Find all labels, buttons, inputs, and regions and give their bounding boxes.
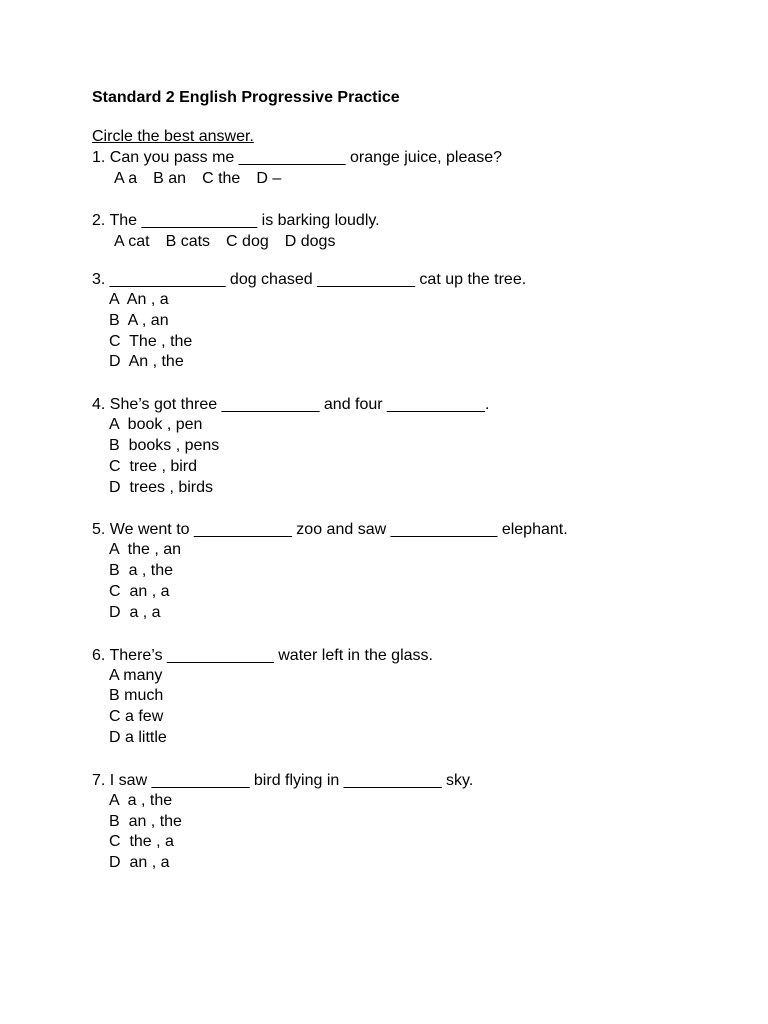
question-5 — [92, 519, 712, 623]
question-3 — [92, 269, 712, 373]
option-b: B an — [153, 170, 187, 187]
option-c: C a few — [109, 708, 164, 726]
question-4 — [92, 394, 712, 498]
option-b: B cats — [165, 233, 211, 250]
question-7 — [92, 770, 712, 874]
question-6 — [92, 645, 712, 749]
question-2 — [92, 210, 712, 252]
option-a: A book , pen — [109, 416, 203, 434]
option-a: A a , the — [109, 791, 173, 809]
option-d: D dogs — [284, 233, 336, 250]
question-1 — [92, 147, 712, 189]
option-b: B a , the — [109, 562, 174, 580]
option-c: C The , the — [109, 332, 193, 350]
question-text: 6. There’s ____________ water left in the glass. — [92, 646, 433, 664]
option-b: B books , pens — [109, 436, 220, 454]
options-row — [92, 168, 712, 189]
option-c: C an , a — [109, 582, 170, 600]
option-b: B A , an — [109, 311, 169, 329]
options-row — [92, 231, 712, 252]
question-text: 3. _____________ dog chased ___________ cat up the tree. — [92, 271, 527, 288]
worksheet-page — [92, 88, 712, 895]
question-text: 2. The _____________ is barking loudly. — [92, 212, 380, 229]
option-d: D trees , birds — [109, 478, 214, 496]
question-text: 7. I saw ___________ bird flying in ___________ sky. — [92, 771, 474, 789]
option-a: A cat — [114, 233, 150, 250]
option-a: A many — [109, 666, 163, 684]
option-b: B much — [109, 687, 164, 705]
option-d: D an , a — [109, 854, 170, 872]
option-d: D An , the — [109, 353, 184, 371]
page-title: Standard 2 English Progressive Practice — [92, 89, 400, 106]
option-c: C the — [202, 170, 241, 187]
option-a: A the , an — [109, 541, 182, 559]
option-a: A An , a — [109, 291, 169, 308]
option-c: C tree , bird — [109, 457, 198, 475]
option-d: D – — [256, 170, 282, 187]
option-c: C dog — [226, 233, 269, 250]
option-c: C the , a — [109, 833, 174, 851]
option-b: B an , the — [109, 812, 182, 830]
option-d: D a little — [109, 728, 167, 746]
question-text: 1. Can you pass me ____________ orange juice, please? — [92, 149, 503, 166]
instruction-text: Circle the best answer. — [92, 128, 254, 145]
question-text: 4. She’s got three ___________ and four ___________. — [92, 396, 490, 414]
option-d: D a , a — [109, 603, 161, 621]
question-text: 5. We went to ___________ zoo and saw ____________ elephant. — [92, 521, 568, 539]
option-a: A a — [114, 170, 138, 187]
